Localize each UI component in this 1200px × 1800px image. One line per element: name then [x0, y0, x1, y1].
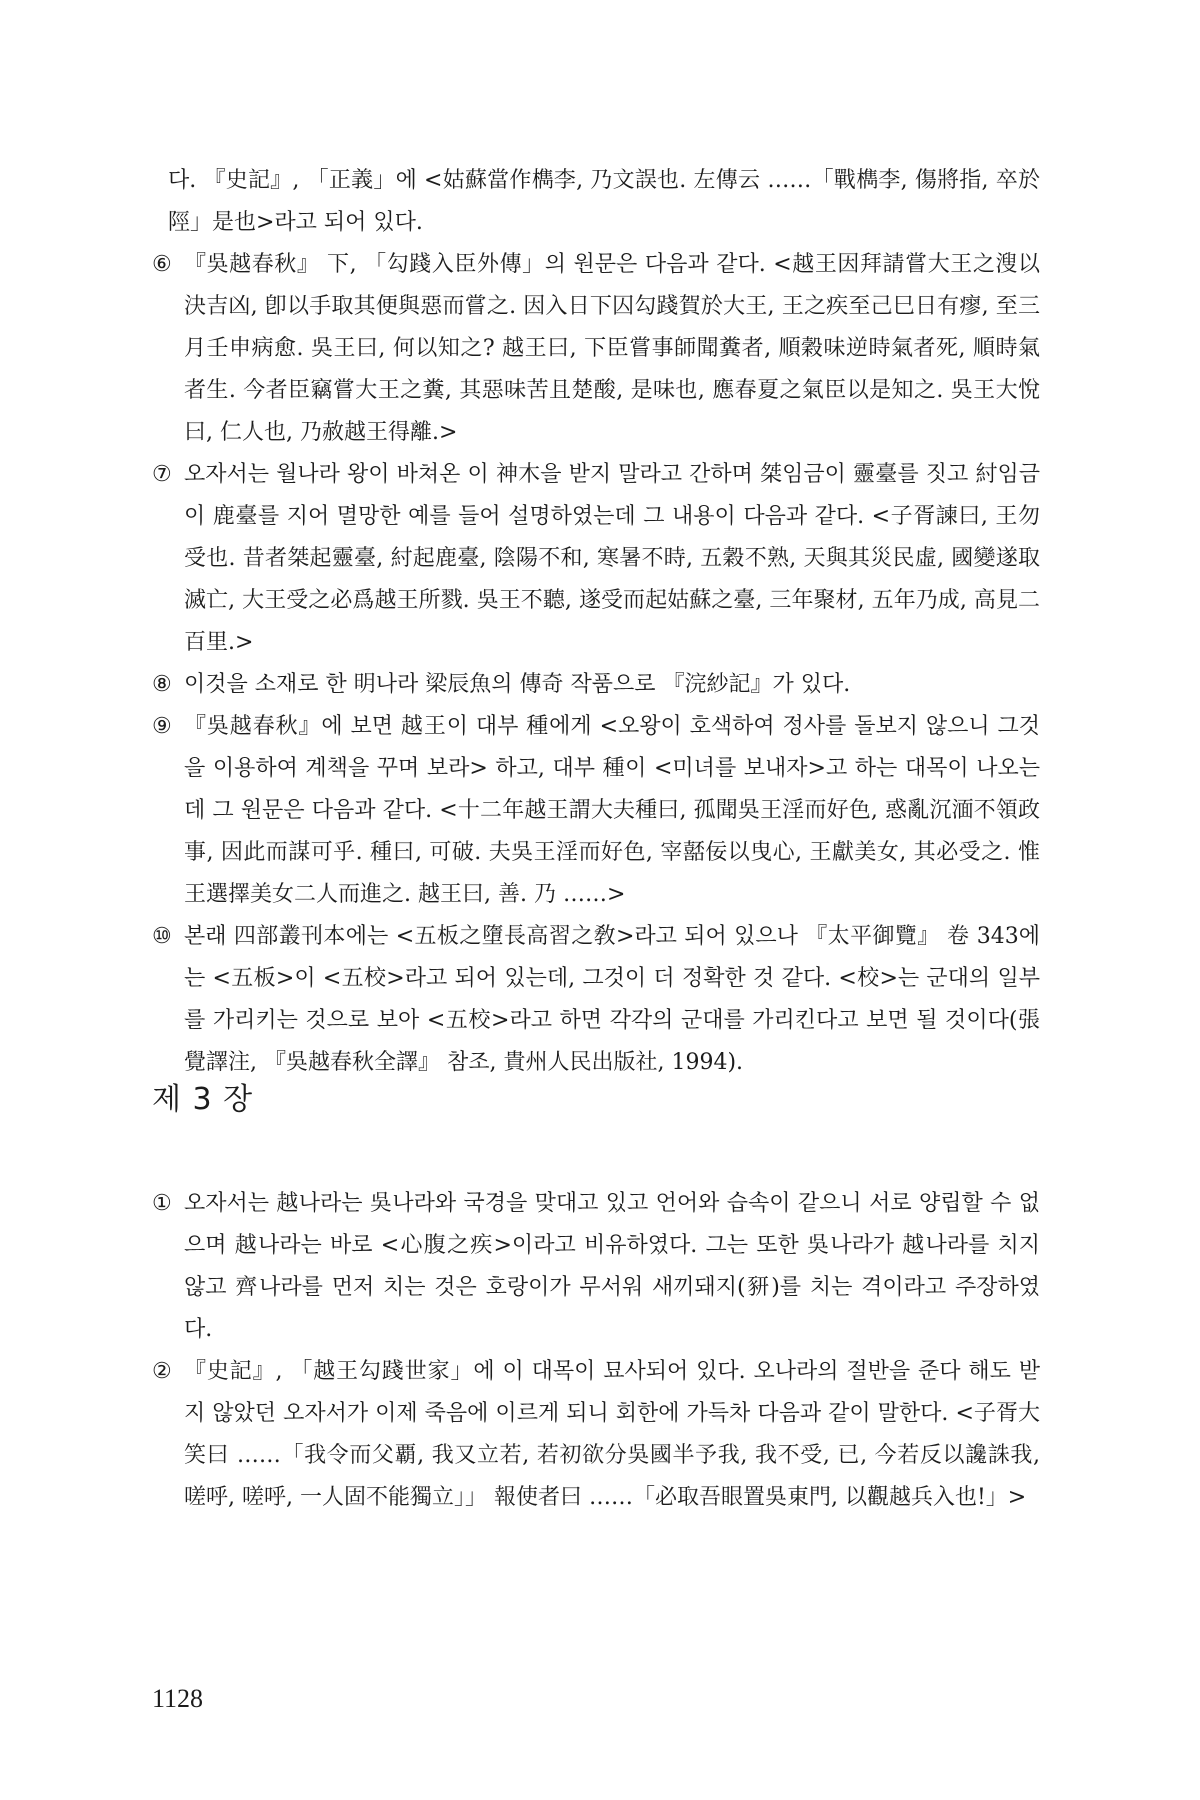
- endnote-10: [152, 916, 1040, 1084]
- endnote-9: [152, 706, 1040, 916]
- endnote-marker: ⑨: [152, 714, 172, 739]
- endnote-marker: ⑥: [152, 252, 172, 277]
- endnote-text: 본래 四部叢刊本에는 <五板之墮長高習之敎>라고 되어 있으나 『太平御覽』 卷 343에는 <五板>이 <五校>라고 되어 있는데, 그것이 더 정확한 것 같다. <校>는 군대의 일부를 가리키는 것으로 보아 <五校>라고 하면 각각의 군대를 가리킨다고 보면 될 것이다(張覺譯注, 『吳越春秋全譯』 참조, 貴州人民出版社, 1994).: [184, 924, 1040, 1075]
- endnotes-top: [152, 160, 1040, 1084]
- endnote-text: 『吳越春秋』에 보면 越王이 대부 種에게 <오왕이 호색하여 정사를 돌보지 않으니 그것을 이용하여 계책을 꾸며 보라> 하고, 대부 種이 <미녀를 보내자>고 하는 대목이 나오는데 그 원문은 다음과 같다. <十二年越王謂大夫種曰, 孤聞吳王淫而好色, 惑亂沉湎不領政事, 因此而謀可乎. 種曰, 可破. 夫吳王淫而好色, 宰嚭佞以曳心, 王獻美女, 其必受之. 惟王選擇美女二人而進之. 越王曰, 善. 乃 ……>: [184, 714, 1040, 907]
- endnote-6: [152, 244, 1040, 454]
- endnote-text: 『史記』, 「越王勾踐世家」에 이 대목이 묘사되어 있다. 오나라의 절반을 준다 해도 받지 않았던 오자서가 이제 죽음에 이르게 되니 회한에 가득차 다음과 같이 말한다. <子胥大笑曰 ……「我令而父覇, 我又立若, 若初欲分吳國半予我, 我不受, 已, 今若反以讒誅我, 嗟呼, 嗟呼, 一人固不能獨立」」 報使者曰 ……「必取吾眼置吳東門, 以觀越兵入也!」>: [184, 1359, 1040, 1510]
- endnotes-chapter-3: [152, 1183, 1040, 1519]
- page-number: 1128: [152, 1684, 204, 1713]
- endnote-marker: ⑦: [152, 462, 172, 487]
- endnote-marker: ⑩: [152, 924, 172, 949]
- endnote-marker: ②: [152, 1359, 172, 1384]
- endnote-2: [152, 1351, 1040, 1519]
- endnote-text: 다. 『史記』, 「正義」에 <姑蘇當作檇李, 乃文誤也. 左傳云 ……「戰檇李, 傷將指, 卒於陘」是也>라고 되어 있다.: [168, 168, 1040, 235]
- endnote-text: 이것을 소재로 한 明나라 梁辰魚의 傳奇 작품으로 『浣紗記』가 있다.: [184, 672, 851, 697]
- endnote-marker: ①: [152, 1191, 172, 1216]
- endnote-marker: ⑧: [152, 672, 172, 697]
- endnote-text: 『吳越春秋』 下, 「勾踐入臣外傳」의 원문은 다음과 같다. <越王因拜請嘗大王之溲以決吉凶, 卽以手取其便與惡而嘗之. 因入日下囚勾踐賀於大王, 王之疾至己巳日有瘳, 至三月壬申病愈. 吳王曰, 何以知之? 越王曰, 下臣嘗事師聞糞者, 順穀味逆時氣者死, 順時氣者生. 今者臣竊嘗大王之糞, 其惡味苦且楚酸, 是味也, 應春夏之氣臣以是知之. 吳王大悅曰, 仁人也, 乃赦越王得離.>: [184, 252, 1040, 445]
- endnote-1: [152, 1183, 1040, 1351]
- chapter-heading: 제 3 장: [152, 1082, 254, 1117]
- endnote-text: 오자서는 월나라 왕이 바쳐온 이 神木을 받지 말라고 간하며 桀임금이 靈臺를 짓고 紂임금이 鹿臺를 지어 멸망한 예를 들어 설명하였는데 그 내용이 다음과 같다. <子胥諫曰, 王勿受也. 昔者桀起靈臺, 紂起鹿臺, 陰陽不和, 寒暑不時, 五穀不熟, 天與其災民虛, 國變遂取滅亡, 大王受之必爲越王所戮. 吳王不聽, 遂受而起姑蘇之臺, 三年聚材, 五年乃成, 高見二百里.>: [184, 462, 1040, 655]
- endnote-continuation: [152, 160, 1040, 244]
- endnote-text: 오자서는 越나라는 吳나라와 국경을 맞대고 있고 언어와 습속이 같으니 서로 양립할 수 없으며 越나라는 바로 <心腹之疾>이라고 비유하였다. 그는 또한 吳나라가 越나라를 치지 않고 齊나라를 먼저 치는 것은 호랑이가 무서워 새끼돼지(豜)를 치는 격이라고 주장하였다.: [184, 1191, 1040, 1342]
- endnote-8: [152, 664, 1040, 706]
- endnote-7: [152, 454, 1040, 664]
